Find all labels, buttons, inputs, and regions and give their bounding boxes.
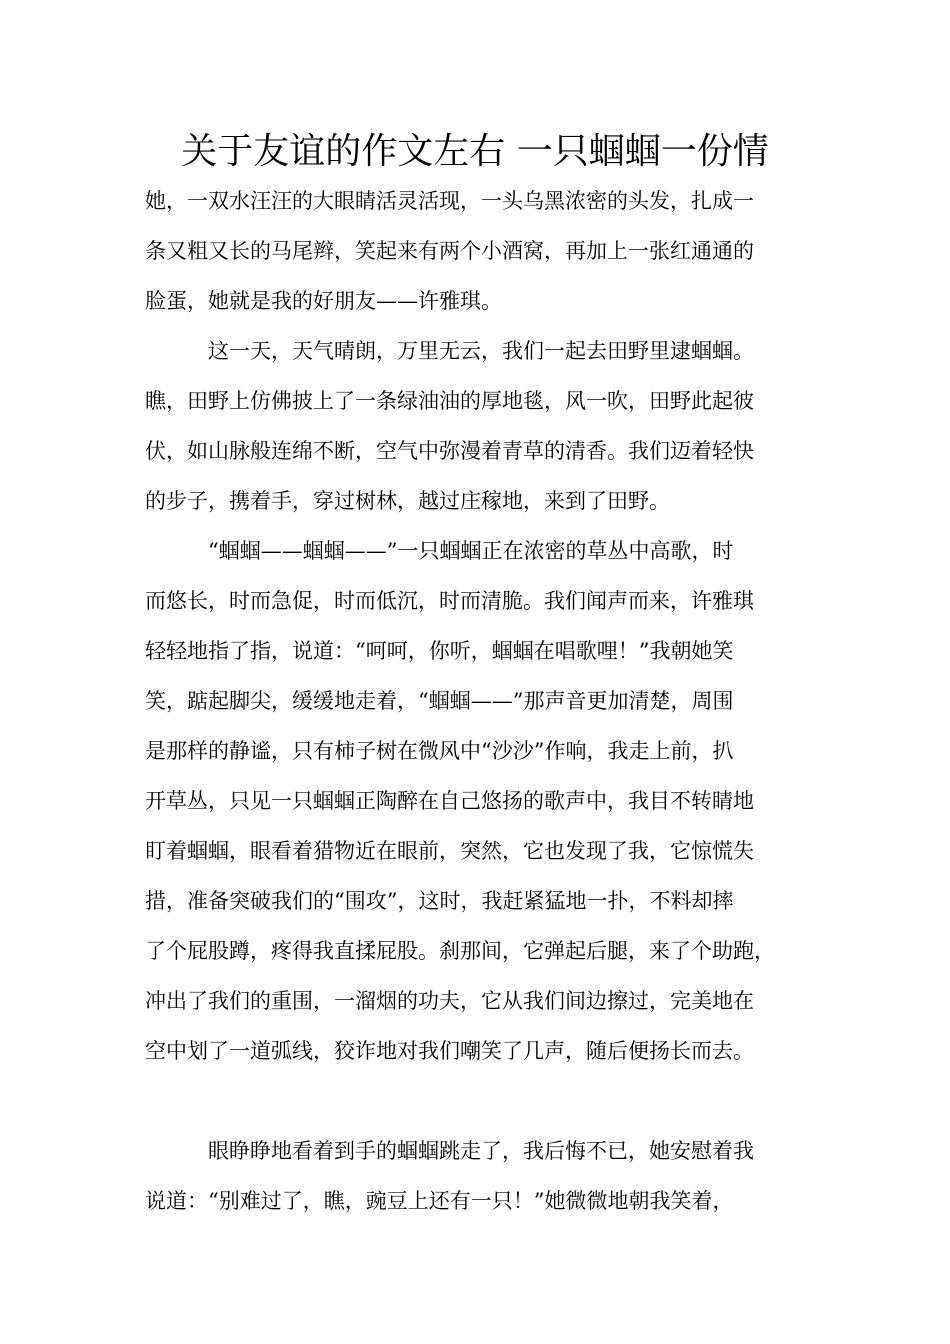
text-line: 的步子，携着手，穿过树林，越过庄稼地，来到了田野。 <box>145 489 670 513</box>
text-line: 措，准备突破我们的“围攻”，这时，我赶紧猛地一扑，不料却摔 <box>145 889 734 913</box>
text-line: 瞧，田野上仿佛披上了一条绿油油的厚地毯，风一吹，田野此起彼 <box>145 389 754 413</box>
text-line: “蝈蝈——蝈蝈——”一只蝈蝈正在浓密的草丛中高歌，时 <box>145 539 734 563</box>
text-line: 她，一双水汪汪的大眼睛活灵活现，一头乌黑浓密的头发，扎成一 <box>145 189 754 213</box>
text-line: 眼睁睁地看着到手的蝈蝈跳走了，我后悔不已，她安慰着我 <box>145 1139 754 1163</box>
text-line: 冲出了我们的重围，一溜烟的功夫，它从我们间边擦过，完美地在 <box>145 989 754 1013</box>
text-line: 轻轻地指了指，说道：“呵呵，你听，蝈蝈在唱歌哩！”我朝她笑 <box>145 639 734 663</box>
text-line: 是那样的静谧，只有柿子树在微风中“沙沙”作响，我走上前，扒 <box>145 739 734 763</box>
text-line: 而悠长，时而急促，时而低沉，时而清脆。我们闻声而来，许雅琪 <box>145 589 754 613</box>
text-line: 这一天，天气晴朗，万里无云，我们一起去田野里逮蝈蝈。 <box>145 339 754 363</box>
paragraph-3 <box>145 526 825 1076</box>
text-line: 笑，踮起脚尖，缓缓地走着，“蝈蝈——”那声音更加清楚，周围 <box>145 689 734 713</box>
text-line: 条又粗又长的马尾辫，笑起来有两个小酒窝，再加上一张红通通的 <box>145 239 754 263</box>
paragraph-4 <box>145 1126 825 1226</box>
text-line: 开草丛，只见一只蝈蝈正陶醉在自己悠扬的歌声中，我目不转睛地 <box>145 789 754 813</box>
document-title: 关于友谊的作文左右 一只蝈蝈一份情 <box>181 131 769 172</box>
text-line: 空中划了一道弧线，狡诈地对我们嘲笑了几声，随后便扬长而去。 <box>145 1039 754 1063</box>
text-line: 伏，如山脉般连绵不断，空气中弥漫着青草的清香。我们迈着轻快 <box>145 439 754 463</box>
paragraph-1 <box>145 176 825 326</box>
text-line: 盯着蝈蝈，眼看着猎物近在眼前，突然，它也发现了我，它惊慌失 <box>145 839 754 863</box>
paragraph-2 <box>145 326 825 526</box>
text-line: 了个屁股蹲，疼得我直揉屁股。刹那间，它弹起后腿，来了个助跑， <box>145 939 775 963</box>
text-line: 脸蛋，她就是我的好朋友——许雅琪。 <box>145 289 502 313</box>
text-line: 说道：“别难过了，瞧，豌豆上还有一只！”她微微地朝我笑着， <box>145 1189 734 1213</box>
